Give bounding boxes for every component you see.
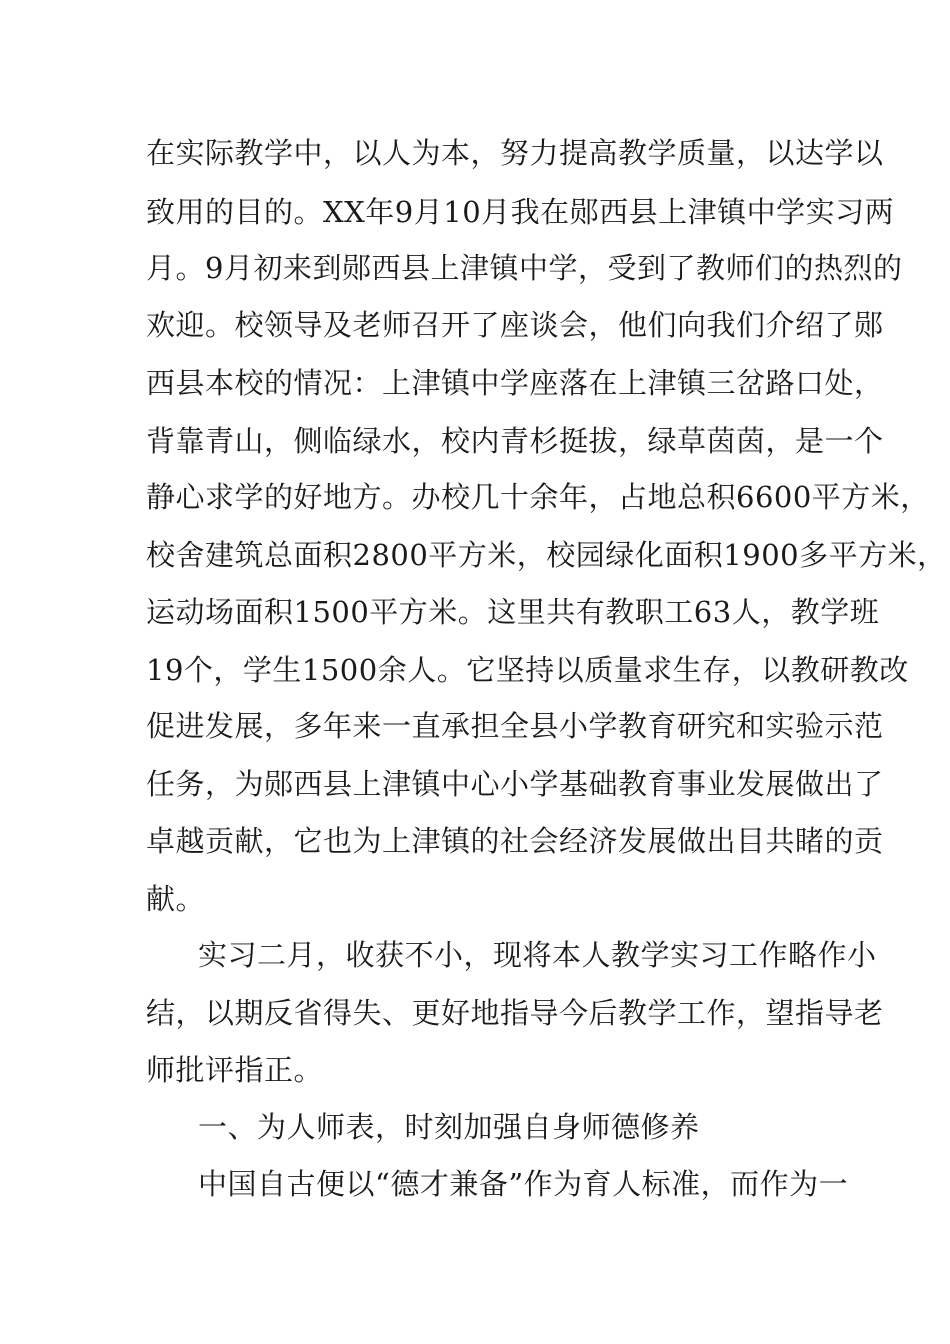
paragraph-first-line: 实习二月，收获不小，现将本人教学实习工作略作小	[198, 938, 877, 972]
text-line: 月。9月初来到郧西县上津镇中学，受到了教师们的热烈的	[146, 251, 903, 285]
text-line: 欢迎。校领导及老师召开了座谈会，他们向我们介绍了郧	[146, 308, 884, 342]
text-line: 任务，为郧西县上津镇中心小学基础教育事业发展做出了	[146, 767, 884, 801]
text-line: 献。	[146, 882, 206, 916]
text-line: 西县本校的情况：上津镇中学座落在上津镇三岔路口处，	[146, 366, 884, 400]
text-line: 在实际教学中，以人为本，努力提高教学质量，以达学以	[146, 136, 884, 170]
text-line: 促进发展，多年来一直承担全县小学教育研究和实验示范	[146, 709, 884, 743]
section-heading: 一、为人师表，时刻加强自身师德修养	[198, 1110, 700, 1144]
text-line: 19个，学生1500余人。它坚持以质量求生存，以教研教改	[146, 653, 909, 687]
text-line: 师批评指正。	[146, 1053, 324, 1087]
paragraph-first-line: 中国自古便以“德才兼备”作为育人标准，而作为一	[198, 1167, 849, 1201]
text-line: 静心求学的好地方。办校几十余年，占地总积6600平方米，	[146, 480, 930, 514]
text-line: 背靠青山，侧临绿水，校内青杉挺拔，绿草茵茵，是一个	[146, 424, 884, 458]
text-line: 卓越贡献，它也为上津镇的社会经济发展做出目共睹的贡	[146, 824, 884, 858]
text-line: 运动场面积1500平方米。这里共有教职工63人，教学班	[146, 595, 880, 629]
text-line: 校舍建筑总面积2800平方米，校园绿化面积1900多平方米，	[146, 538, 947, 572]
text-line: 结，以期反省得失、更好地指导今后教学工作，望指导老	[146, 996, 884, 1030]
text-line: 致用的目的。XX年9月10月我在郧西县上津镇中学实习两	[146, 195, 895, 229]
